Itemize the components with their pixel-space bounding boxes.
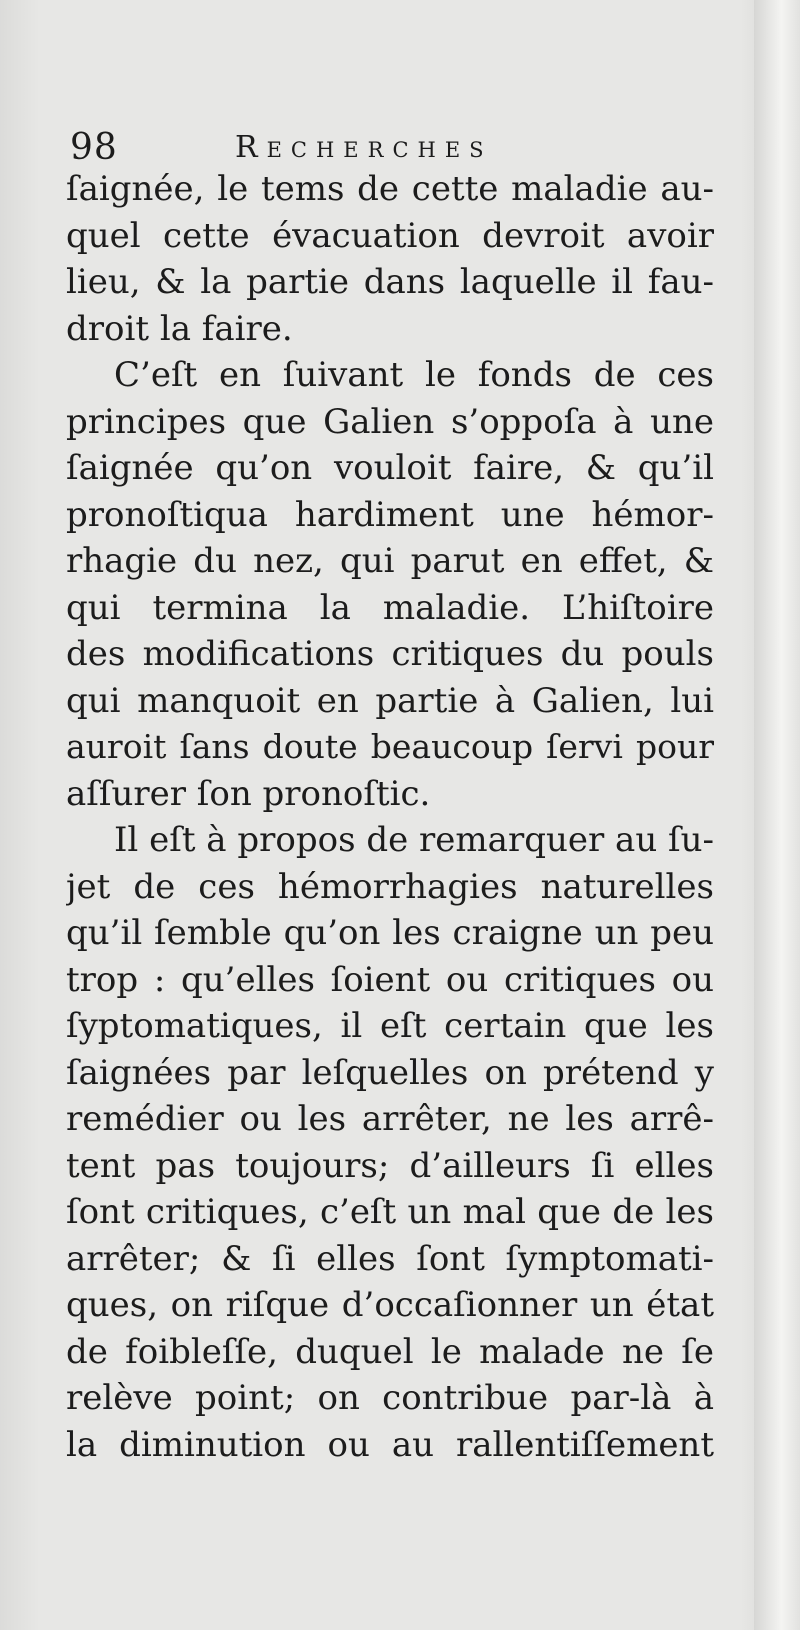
text-line: de foibleſſe, duquel le malade ne ſe bbox=[66, 1331, 714, 1372]
page-number: 98 bbox=[70, 127, 118, 168]
text-line: remédier ou les arrêter, ne les arrê- bbox=[66, 1099, 714, 1139]
text-line: aſſurer ſon pronoſtic. bbox=[66, 773, 431, 814]
text-line: des modifications critiques du pouls bbox=[66, 634, 714, 674]
text-line: la diminution ou au rallentiſſement bbox=[66, 1424, 714, 1465]
text-line: droit la faire. bbox=[66, 308, 293, 349]
text-line: trop : qu’elles ſoient ou critiques ou bbox=[66, 959, 714, 1000]
text-line: principes que Galien s’oppoſa à une bbox=[66, 401, 714, 442]
text-line: arrêter; & ſi elles ſont ſymptomati- bbox=[66, 1238, 714, 1279]
text-line: qu’il ſemble qu’on les craigne un peu bbox=[66, 913, 714, 953]
text-line: ſyptomatiques, il eſt certain que les bbox=[66, 1006, 714, 1046]
text-line: ſaignée, le tems de cette maladie au- bbox=[66, 169, 714, 209]
text-line: tent pas toujours; d’ailleurs ſi elles bbox=[66, 1145, 714, 1186]
text-line: ſaignées par leſquelles on prétend y bbox=[66, 1052, 714, 1093]
text-line: lieu, & la partie dans laquelle il fau- bbox=[66, 262, 714, 302]
text-line: ſaignée qu’on vouloit faire, & qu’il bbox=[66, 448, 714, 488]
text-line: qui manquoit en partie à Galien, lui bbox=[66, 680, 714, 721]
paragraph-start-line: C’eſt en ſuivant le fonds de ces bbox=[114, 355, 714, 395]
text-line: relève point; on contribue par-là à bbox=[66, 1378, 714, 1418]
running-head: Recherches bbox=[235, 130, 493, 165]
text-line: quel cette évacuation devroit avoir bbox=[66, 215, 714, 256]
page-header bbox=[70, 128, 730, 168]
text-line: ſont critiques, c’eſt un mal que de les bbox=[66, 1192, 714, 1232]
text-line: jet de ces hémorrhagies naturelles bbox=[66, 866, 714, 907]
body-text bbox=[66, 166, 714, 1468]
text-line: ques, on riſque d’occaſionner un état bbox=[66, 1285, 714, 1325]
paragraph-start-line: Il eſt à propos de remarquer au ſu- bbox=[114, 820, 714, 860]
text-line: auroit ſans doute beaucoup ſervi pour bbox=[66, 727, 714, 766]
text-line: qui termina la maladie. L’hiſtoire bbox=[66, 587, 714, 628]
text-line: pronoſtiqua hardiment une hémor- bbox=[66, 494, 714, 535]
text-line: rhagie du nez, qui parut en effet, & bbox=[66, 541, 714, 581]
page-gutter bbox=[754, 0, 800, 1630]
